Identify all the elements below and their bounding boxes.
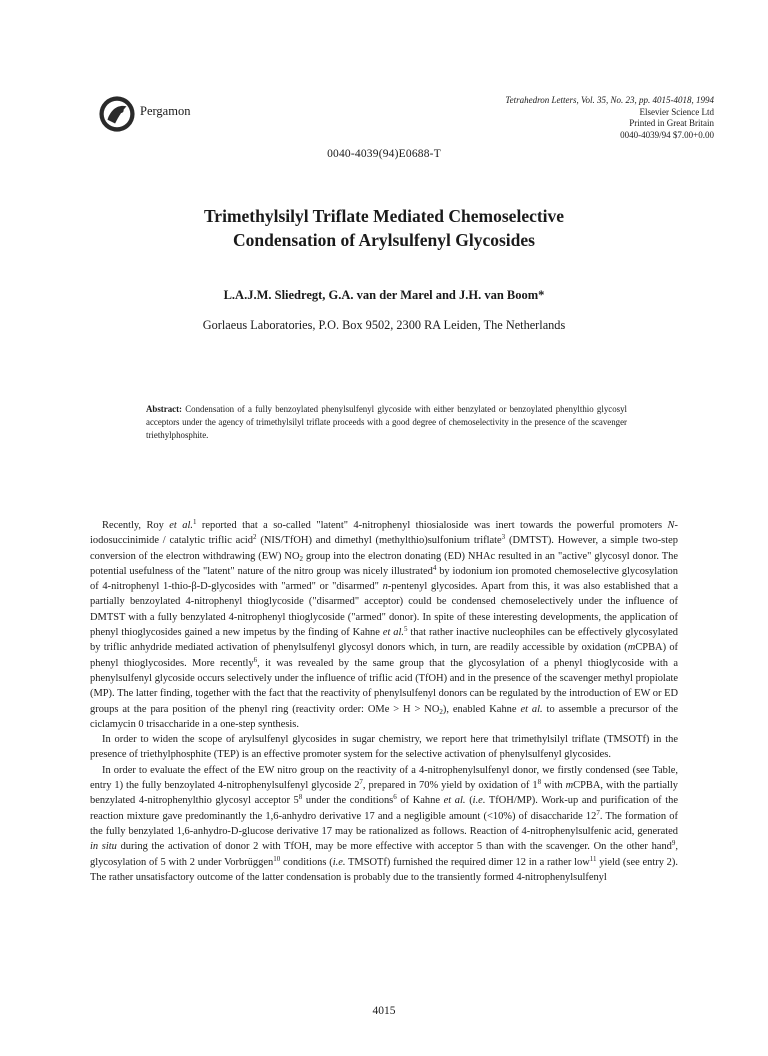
paragraph-2: In order to widen the scope of arylsulfenyl glycosides in sugar chemistry, we report here that trimethylsilyl triflate (TMSOTf) in the presence of triethylphosphite (TEP) is an effective promoter system for the selective activation of phenylsulfenyl glycosides. [90, 734, 678, 761]
title-line-1: Trimethylsilyl Triflate Mediated Chemoselective [203, 206, 565, 226]
paragraph-1: Recently, Roy et al.$^1$ reported that a so-called "latent" 4-nitrophenyl thiosialoside was inert towards the powerful promoters N-iodosuccinimide / catalytic triflic acid$^2$ (NIS/TfOH) and dimethyl (methylthio)sulfonium triflate$^3$ (DMTST). However, a simple two-step conversion of the electron withdrawing (EW) $NO_2$ group into the electron donating (ED) NHAc resulted in an "active" glycosyl donor. The potential usefulness of the "latent" nature of the nitro group was nicely illustrated$^4$ by iodonium ion promoted chemoselective glycosylation of 4-nitrophenyl 1-thio-β-D-glycosides with "armed" or "disarmed" n-pentenyl glycosides. Apart from this, it was also established that a partially benzoylated 4-nitrophenyl thioglycoside ("disarmed" acceptor) could be condensed chemoselectively under the influence of DMTST with a fully benzylated 4-nitrophenyl thioglycoside ("armed" donor). In spite of these interesting developments, the application of phenyl thioglycosides gained a new impetus by the finding of Kahne et al.$^5$ that rather inactive nucleophiles can be effectively glycosylated by triflic anhydride mediated activation of phenylsulfenyl glycosyl donors which, in turn, are readily accessible by oxidation (mCPBA) of phenyl thioglycosides. More recently$^6$, it was revealed by the same group that the glycosylation of a phenyl thioglycoside with a phenylsulfenyl glycoside occurs selectively under the influence of triflic acid (TfOH) and in the presence of the scavenger methyl propiolate (MP). The latter finding, together with the fact that the reactivity of phenylsulfenyl donors can be regulated by the introduction of EW or ED groups at the para position of the phenyl ring (reactivity order: OMe > $H > NO_2$), enabled Kahne et al. to assemble a precursor of the ciclamycin 0 trisaccharide in a one-step synthesis. [90, 518, 679, 730]
paragraph-3: In order to evaluate the effect of the EW nitro group on the reactivity of a 4-nitrophenylsulfenyl donor, we firstly condensed (see Table, entry 1) the fully benzoylated 4-nitrophenylsulfenyl glycoside $2^7$, prepared in 70% yield by oxidation of $1^8$ with mCPBA, with the partially benzylated 4-nitrophenylthio glycosyl acceptor $5^8$ under the conditions$^6$ of Kahne et al. (i.e. TfOH/MP). Work-up and purification of the reaction mixture gave predominantly the 1,6-anhydro derivative 17 and a negligible amount (<10%) of disaccharide $12^7$. The formation of the fully benzylated 1,6-anhydro-D-glucose derivative 17 may be rationalized as follows. Reaction of 4-nitrophenylsulfenic acid, generated in situ during the activation of donor 2 with TfOH, may be more effective with acceptor 5 than with the scavenger. On the other hand$^9$, glycosylation of 5 with 2 under Vorbrüggen$^{10}$ conditions (i.e. TMSOTf) furnished the required dimer 12 in a rather low$^{11}$ yield (see entry 2). The rather unsatisfactory outcome of the latter condensation is probably due to the transiently formed 4-nitrophenylsulfenyl [90, 764, 678, 883]
title-line-2: Condensation of Arylsulfenyl Glycosides [233, 230, 535, 250]
affiliation: Gorlaeus Laboratories, P.O. Box 9502, 2300 RA Leiden, The Netherlands [202, 318, 566, 332]
body-text [90, 518, 678, 885]
doi: 0040-4039(94)E0688-T [327, 148, 441, 160]
paper-title [0, 204, 768, 252]
abstract-text: Condensation of a fully benzoylated phenylsulfenyl glycoside with either benzylated or benzoylated phenylthio glycosyl acceptors under the agency of trimethylsilyl triflate proceeds with a good degree of chemoselectivity in the presence of the scavenger triethylphosphite. [146, 404, 628, 441]
journal-info [505, 95, 714, 141]
journal-citation: Tetrahedron Letters, Vol. 35, No. 23, pp. 4015-4018, 1994 [505, 95, 714, 105]
authors: L.A.J.M. Sliedregt, G.A. van der Marel and J.H. van Boom* [223, 288, 545, 302]
abstract-label: Abstract: [146, 404, 182, 414]
page-number: 4015 [372, 1005, 396, 1017]
publisher-name: Pergamon [140, 104, 191, 118]
printed-line: Printed in Great Britain [629, 118, 714, 129]
pergamon-logo [98, 95, 136, 133]
issn-line: 0040-4039/94 $7.00+0.00 [620, 129, 714, 140]
abstract [146, 403, 627, 443]
publisher-line: Elsevier Science Ltd [639, 106, 714, 117]
